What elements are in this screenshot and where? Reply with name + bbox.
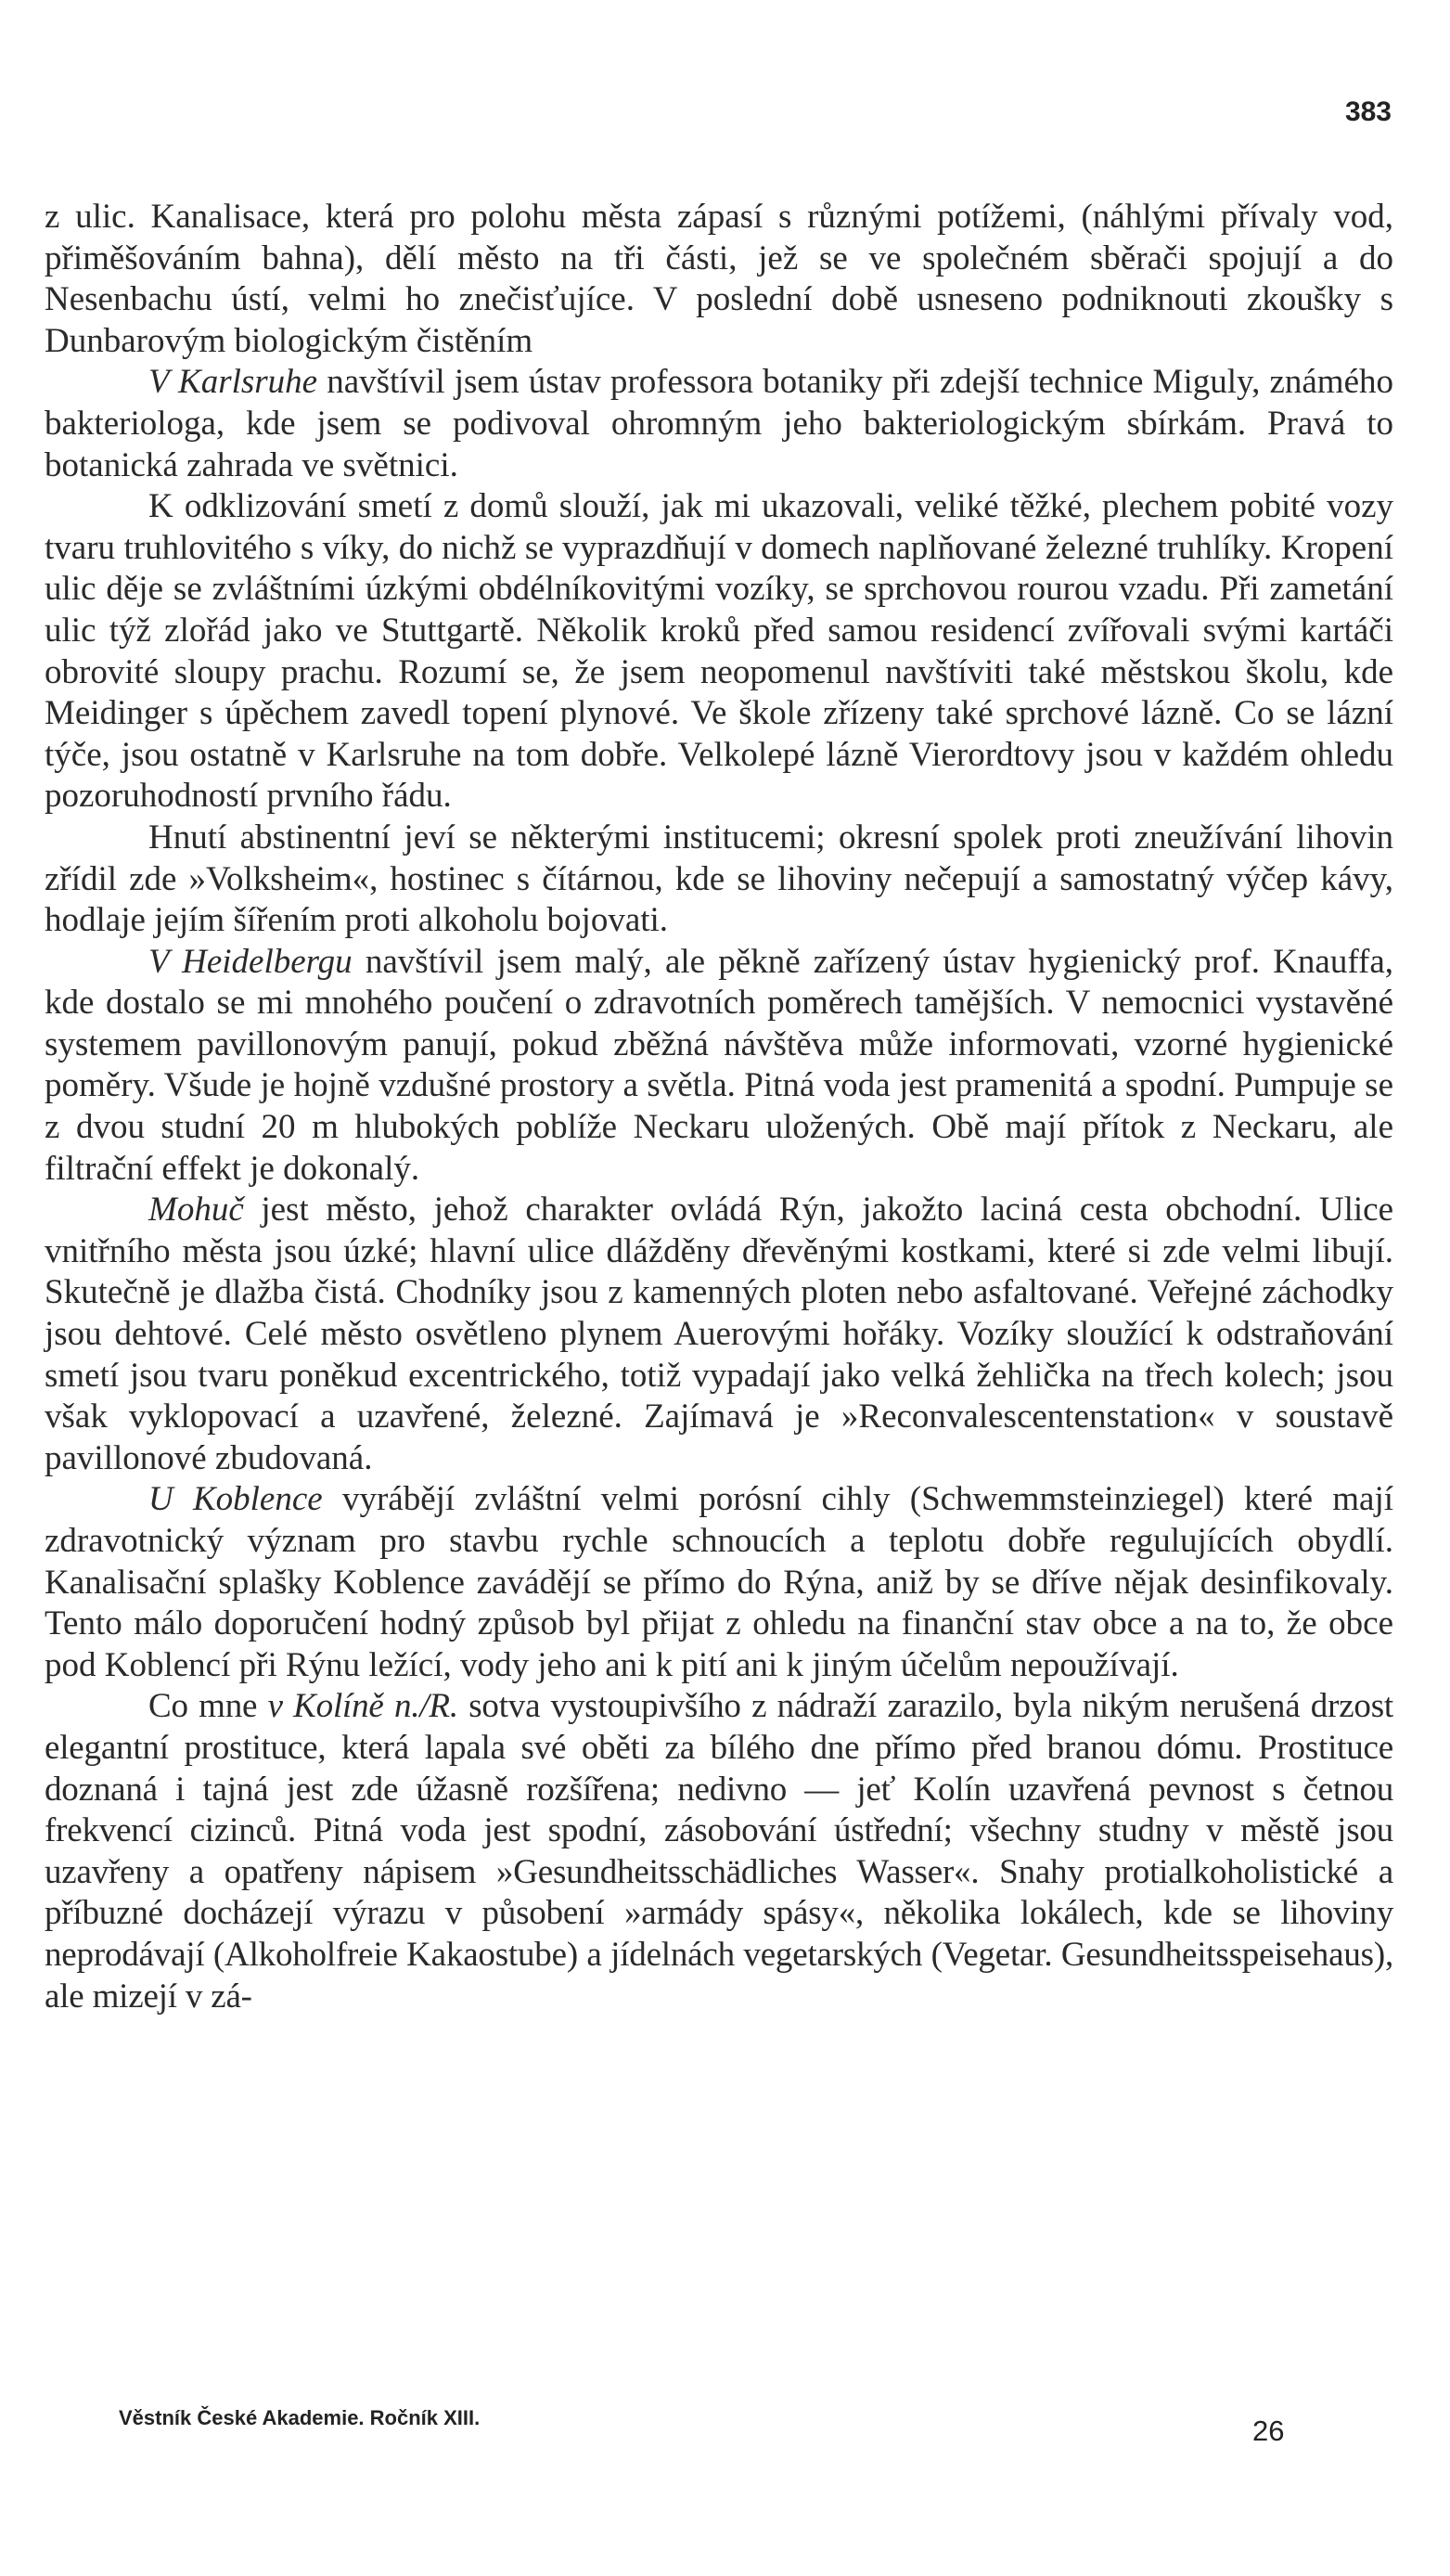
place-name: v Kolíně n./R. bbox=[267, 1687, 458, 1726]
place-name: V Karlsruhe bbox=[148, 363, 318, 402]
paragraph-mainz: Mohuč jest město, jehož charakter ovládá Rýn, jakožto laciná cesta obchodní. Ulice vnitřního města jsou úzké; hlavní ulice dlážděny dřevěnými kostkami, které si zde velmi libují. Skutečně je dlažba čistá. Chodníky jsou z kamenných ploten nebo asfaltované. Veřejné záchodky jsou dehtové. Celé město osvětleno plynem Auerovými hořáky. Vozíky sloužící k odstraňování smetí jsou tvaru poněkud excentrického, totiž vypadají jako velká žehlička na třech kolech; jsou však vyklopovací a uzavřené, železné. Zajímavá je »Reconvalescentenstation« v soustavě pavillonové zbudovaná. bbox=[45, 1191, 1393, 1477]
paragraph-abstinence: Hnutí abstinentní jeví se některými institucemi; okresní spolek proti zneužívání lihovin zřídil zde »Volksheim«, hostinec s čítárnou, kde se lihoviny nečepují a samostatný výčep kávy, hodlaje jejím šířením proti alkoholu bojovati. bbox=[45, 818, 1393, 940]
signature-mark: 26 bbox=[1252, 2415, 1285, 2447]
paragraph-koblenz: U Koblence vyrábějí zvláštní velmi porósní cihly (Schwemmsteinziegel) které mají zdravotnický význam pro stavbu rychle schnoucích a teplotu dobře regulujících obydlí. Kanalisační splašky Koblence zavádějí se přímo do Rýna, aniž by se dříve nějak desinfikovaly. Tento málo doporučení hodný způsob byl přijat z ohledu na finanční stav obce a na to, že obce pod Koblencí při Rýnu ležící, vody jeho ani k pití ani k jiným účelům nepoužívají. bbox=[45, 1480, 1394, 1684]
place-name: Mohuč bbox=[148, 1191, 244, 1230]
paragraph-cologne: Co mne v Kolíně n./R. sotva vystoupivšího z nádraží zarazilo, byla nikým nerušená drzost elegantní prostituce, která lapala své oběti za bílého dne přímo před branou dómu. Prostituce doznaná i tajná jest zde úžasně rozšířena; nedivno — jeť Kolín uzavřená pevnost s četnou frekvencí cizinců. Pitná voda jest spodní, zásobování ústřední; všechny studny v městě jsou uzavřeny a opatřeny nápisem »Gesundheitsschädliches Wasser«. Snahy protialkoholistické a příbuzné docházejí výrazu v působení »armády spásy«, několika lokálech, kde se lihoviny neprodávají (Alkoholfreie Kakaostube) a jídelnách vegetarských (Vegetar. Gesundheitsspeisehaus), ale mizejí v zá- bbox=[45, 1687, 1393, 2016]
journal-footer: Věstník České Akademie. Ročník XIII. bbox=[119, 2406, 481, 2429]
paragraph-stuttgart-end: z ulic. Kanalisace, která pro polohu města zápasí s různými potížemi, (náhlými přívaly vod, přiměšováním bahna), dělí město na tři části, jež se ve společném sběrači spojují a do Nesenbachu ústí, velmi ho znečisťujíce. V poslední době usneseno podniknouti zkoušky s Dunbarovým biologickým čistěním bbox=[45, 198, 1393, 360]
paragraph-heidelberg: V Heidelbergu navštívil jsem malý, ale pěkně zařízený ústav hygienický prof. Knauffa, kde dostalo se mi mnohého poučení o zdravotních poměrech tamějších. V nemocnici vystavěné systemem pavillonovým panují, pokud zběžná návštěva může informovati, vzorné hygienické poměry. Všude je hojně vzdušné prostory a světla. Pitná voda jest pramenitá a spodní. Pumpuje se z dvou studní 20 m hlubokých poblíže Neckaru uložených. Obě mají přítok z Neckaru, ale filtrační effekt je dokonalý. bbox=[45, 942, 1393, 1188]
place-name: V Heidelbergu bbox=[148, 942, 353, 981]
page-number: 383 bbox=[1344, 97, 1392, 127]
place-name: U Koblence bbox=[148, 1480, 323, 1519]
body-text bbox=[45, 197, 1393, 2017]
paragraph-waste-removal: K odklizování smetí z domů slouží, jak mi ukazovali, veliké těžké, plechem pobité vozy tvaru truhlovitého s víky, do nichž se vyprazdňují v domech naplňované železné truhlíky. Kropení ulic děje se zvláštními úzkými obdélníkovitými vozíky, se sprchovou rourou vzadu. Při zametání ulic týž zlořád jako ve Stuttgartě. Několik kroků před samou residencí zvířovali svými kartáči obrovité sloupy prachu. Rozumí se, že jsem neopomenul navštíviti také městskou školu, kde Meidinger s úpěchem zavedl topení plynové. Ve škole zřízeny také sprchové lázně. Co se lázní týče, jsou ostatně v Karlsruhe na tom dobře. Velkolepé lázně Vierordtovy jsou v každém ohledu pozoruhodností prvního řádu. bbox=[45, 487, 1393, 816]
paragraph-karlsruhe: V Karlsruhe navštívil jsem ústav professora botaniky při zdejší technice Miguly, známého bakteriologa, kde jsem se podivoval ohromným jeho bakteriologickým sbírkám. Pravá to botanická zahrada ve světnici. bbox=[45, 363, 1393, 484]
